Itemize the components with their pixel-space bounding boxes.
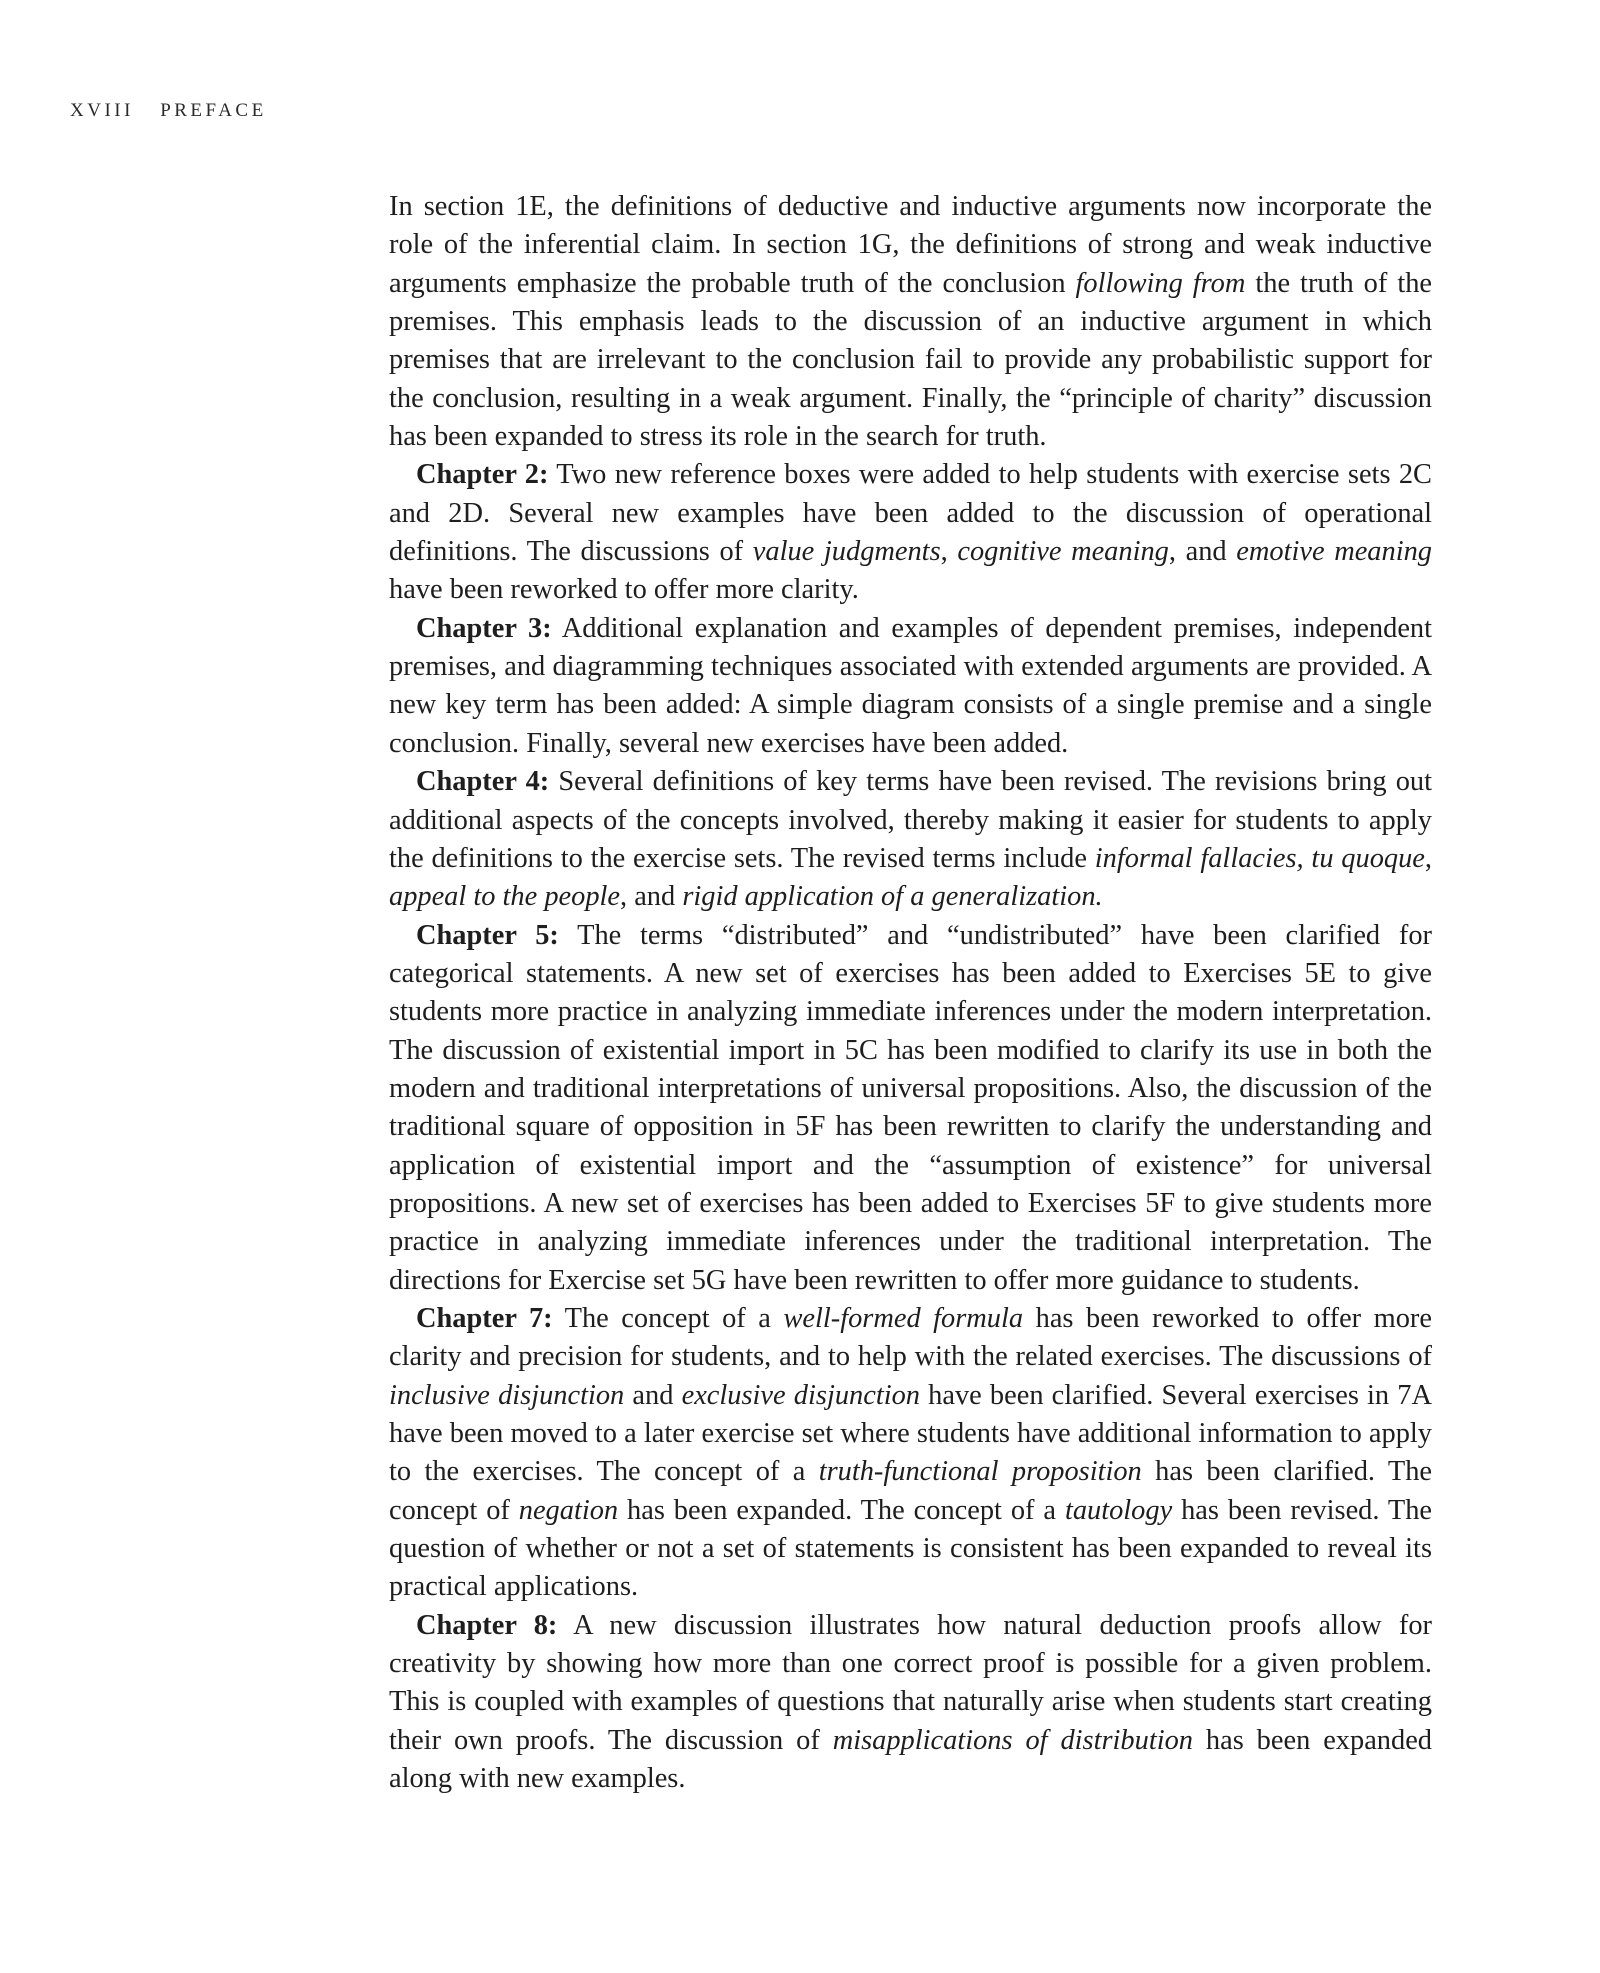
- paragraph: [389, 456, 1432, 609]
- section-title: PREFACE: [160, 100, 267, 121]
- text-run: have been reworked to offer more clarity.: [389, 574, 859, 606]
- text-run: and: [624, 1379, 682, 1411]
- chapter-label: Chapter 3:: [416, 612, 552, 644]
- text-run: , and: [620, 881, 683, 913]
- chapter-label: Chapter 5:: [416, 919, 559, 951]
- text-run: have been clarified. Several exercises in 7A have been moved to a later exercise set where students have additional information to apply to the exercises. The concept of a: [389, 1379, 1432, 1488]
- text-run: The concept of a: [552, 1302, 784, 1334]
- chapter-label: Chapter 4:: [416, 766, 550, 798]
- italic-term: truth-functional proposition: [818, 1456, 1142, 1488]
- text-run: ,: [940, 536, 958, 568]
- text-run: ,: [1424, 842, 1432, 874]
- paragraph: [389, 188, 1432, 456]
- text-run: has been expanded along with new examples.: [389, 1724, 1432, 1795]
- paragraph: [389, 917, 1432, 1300]
- italic-term: inclusive disjunction: [389, 1379, 625, 1411]
- paragraph: [389, 1300, 1432, 1607]
- italic-term: cognitive meaning: [957, 536, 1169, 568]
- italic-term: following from: [1075, 267, 1246, 299]
- paragraph: [389, 763, 1432, 916]
- paragraph: [389, 1607, 1432, 1799]
- italic-term: value judgments: [752, 536, 941, 568]
- text-run: A new discussion illustrates how natural deduction proofs allow for creativity by showing how more than one correct proof is possible for a given problem. This is coupled with examples of questions that naturally arise when students start creating their own proofs. The discussion of: [389, 1609, 1432, 1756]
- italic-term: rigid application of a generalization.: [682, 881, 1103, 913]
- italic-term: negation: [518, 1494, 619, 1526]
- text-run: has been revised. The question of whether or not a set of statements is consistent has been expanded to reveal its practical applications.: [389, 1494, 1432, 1603]
- text-run: , and: [1168, 536, 1237, 568]
- text-run: In section 1E, the definitions of deductive and inductive arguments now incorporate the role of the inferential claim. In section 1G, the definitions of strong and weak inductive arguments emphasize the probable truth of the conclusion: [389, 191, 1432, 299]
- italic-term: emotive meaning: [1236, 536, 1432, 568]
- text-run: has been reworked to offer more clarity and precision for students, and to help with the related exercises. The discussions of: [389, 1302, 1432, 1373]
- text-run: has been clarified. The concept of: [389, 1456, 1433, 1526]
- italic-term: exclusive disjunction: [681, 1379, 920, 1411]
- italic-term: appeal to the people: [389, 881, 621, 913]
- text-run: has been expanded. The concept of a: [618, 1494, 1065, 1526]
- italic-term: informal fallacies, tu quoque: [1094, 842, 1425, 874]
- italic-term: tautology: [1064, 1494, 1173, 1526]
- chapter-label: Chapter 2:: [416, 459, 549, 491]
- italic-term: well-formed formula: [783, 1302, 1024, 1334]
- italic-term: misapplications of distribution: [832, 1724, 1193, 1756]
- text-run: The terms “distributed” and “undistributed” have been clarified for categorical statements. A new set of exercises has been added to Exercises 5E to give students more practice in analyzing immediate inferences under the modern interpretation. The discussion of existential import in 5C has been modified to clarify its use in both the modern and traditional interpretations of universal propositions. Also, the discussion of the traditional square of opposition in 5F has been rewritten to clarify the understanding and application of existential import and the “assumption of existence” for universal propositions. A new set of exercises has been added to Exercises 5F to give students more practice in analyzing immediate inferences under the traditional interpretation. The directions for Exercise set 5G have been rewritten to offer more guidance to students.: [389, 919, 1432, 1296]
- text-run: Several definitions of key terms have been revised. The revisions bring out additional aspects of the concepts involved, thereby making it easier for students to apply the definitions to the exercise sets. The revised terms include: [389, 766, 1432, 874]
- text-run: the truth of the premises. This emphasis leads to the discussion of an inductive argument in which premises that are irrelevant to the conclusion fail to provide any probabilistic support for the conclusion, resulting in a weak argument. Finally, the “principle of charity” discussion has been expanded to stress its role in the search for truth.: [389, 267, 1433, 453]
- text-run: Additional explanation and examples of dependent premises, independent premises, and diagramming techniques associated with extended arguments are provided. A new key term has been added: A simple diagram consists of a single premise and a single conclusion. Finally, several new exercises have been added.: [389, 612, 1433, 759]
- running-head: [70, 100, 267, 122]
- paragraph: [389, 610, 1432, 763]
- chapter-label: Chapter 8:: [416, 1609, 558, 1641]
- page-number: XVIII: [70, 100, 134, 121]
- text-run: Two new reference boxes were added to help students with exercise sets 2C and 2D. Several new examples have been added to the discussion of operational definitions. The discussions of: [389, 459, 1432, 568]
- body-text: [389, 188, 1432, 1798]
- chapter-label: Chapter 7:: [416, 1302, 553, 1334]
